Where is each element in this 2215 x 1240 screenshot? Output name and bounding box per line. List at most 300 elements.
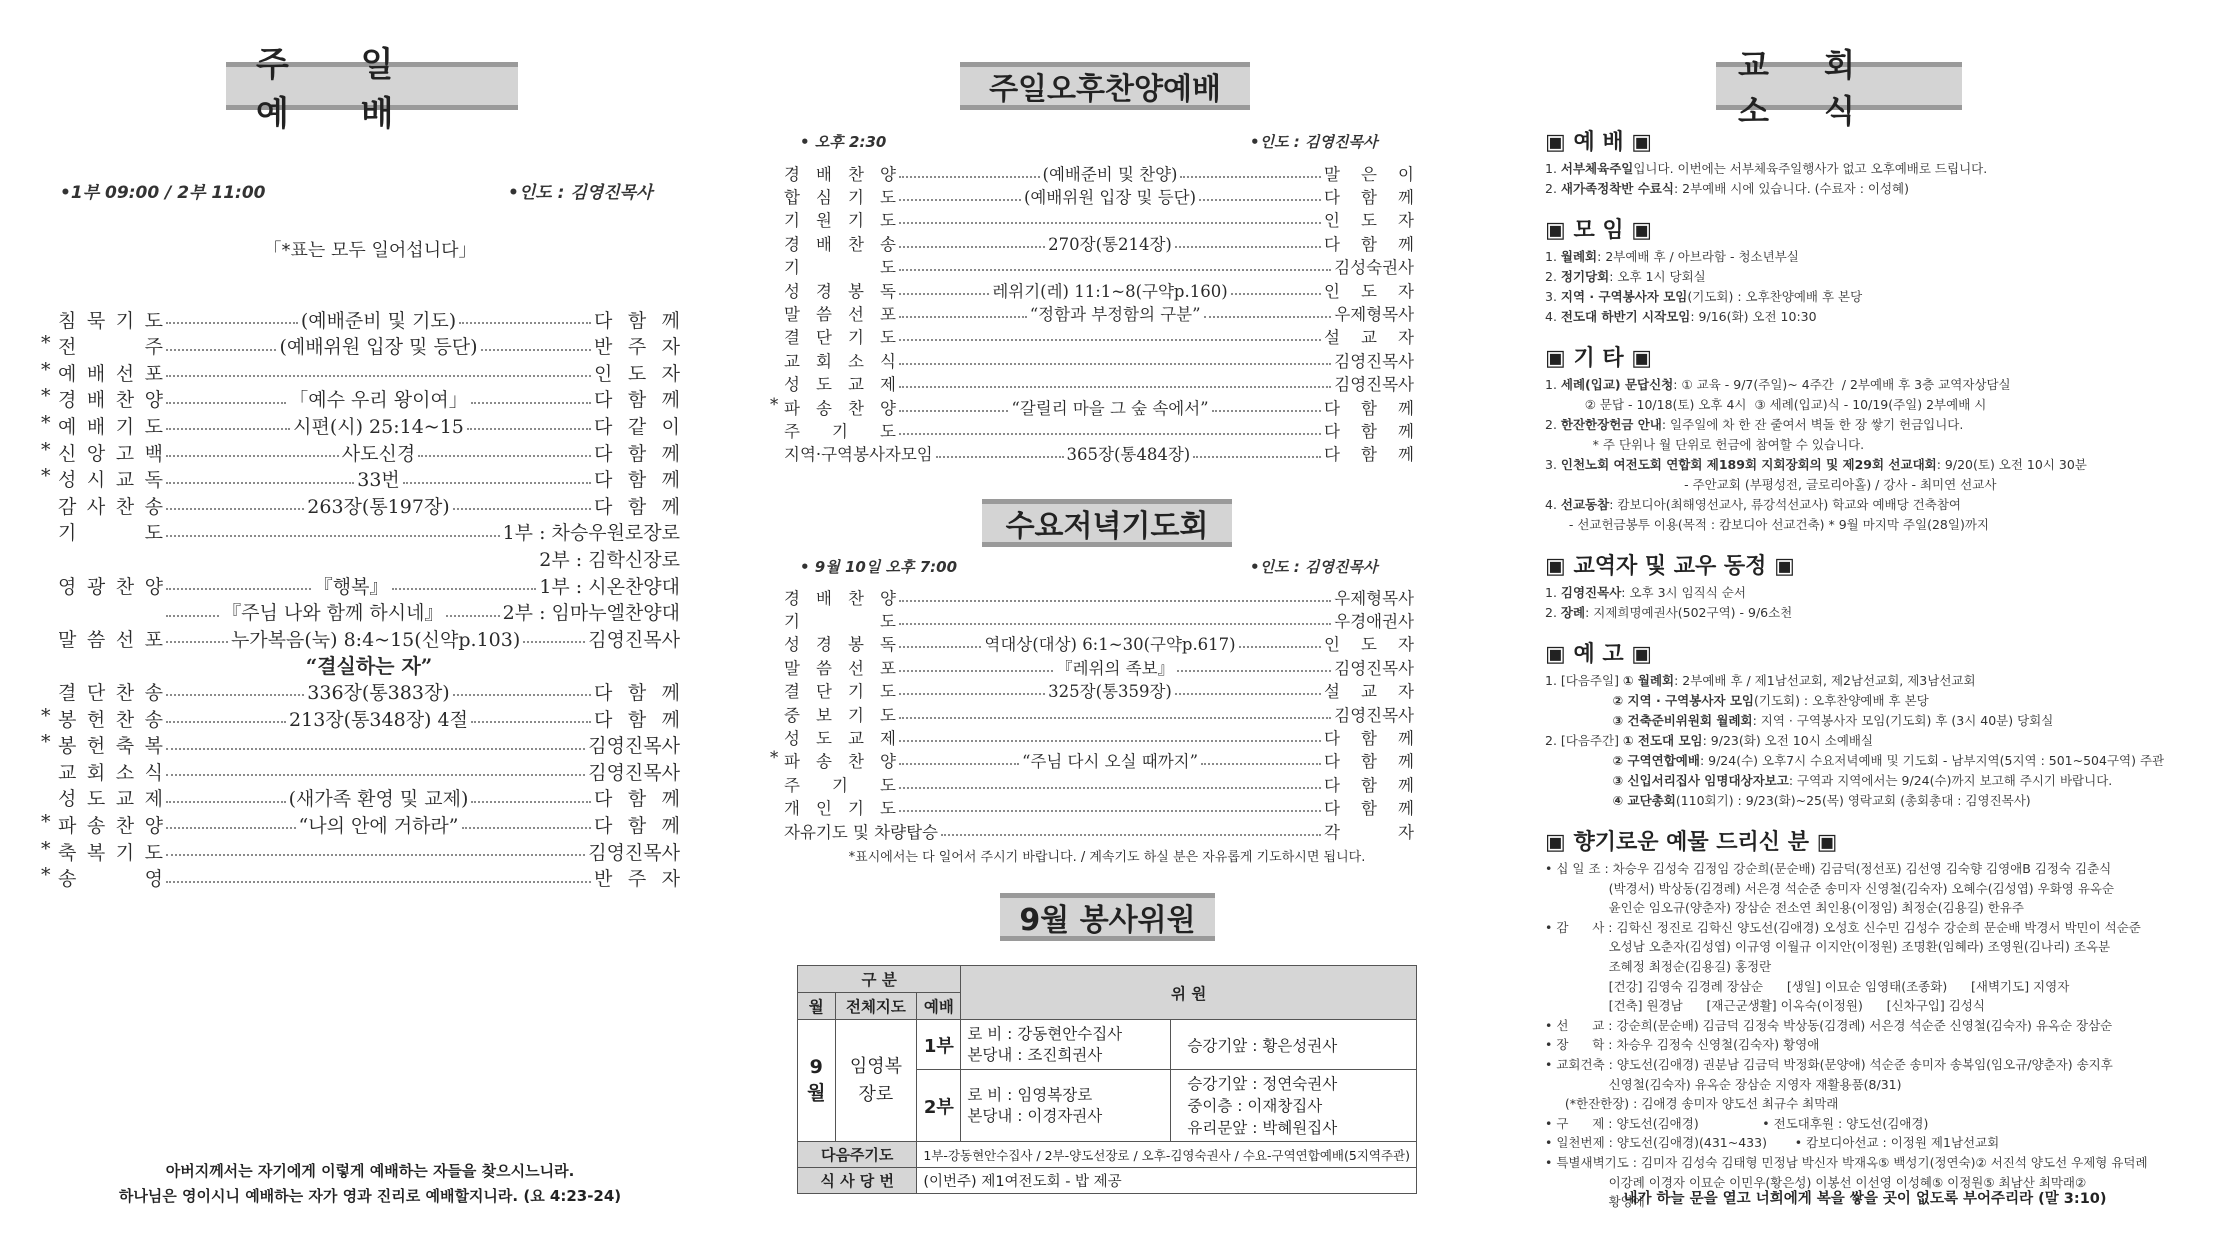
char: 께 xyxy=(661,469,680,492)
char: 찬 xyxy=(848,398,864,418)
leader-dots xyxy=(166,854,585,856)
char: 께 xyxy=(1398,728,1414,748)
char: 께 xyxy=(661,389,680,412)
char: 께 xyxy=(661,814,680,837)
next-week-prayer: 1부-강동현안수집사 / 2부-양도선장로 / 오후-김영숙권사 / 수요-구역연합예배(5지역주관) xyxy=(917,1142,1417,1168)
char: 다 xyxy=(594,495,613,518)
line-key: 장례 xyxy=(1560,605,1586,620)
char: 자 xyxy=(1398,635,1414,655)
char: 보 xyxy=(816,705,832,725)
line-text: ② 문답 - 10/18(토) 오후 4시 ③ 세례(입교)식 - 10/19(주일) 2부예배 시 xyxy=(1545,397,1987,412)
row-label xyxy=(784,418,896,442)
char: 다 xyxy=(1324,752,1340,772)
news-line xyxy=(1545,159,2185,177)
glass-door-2: 유리문앞 : 박혜원집사 xyxy=(1187,1118,1338,1137)
char: 단 xyxy=(816,682,832,702)
char: 주 xyxy=(144,336,163,359)
meal-duty-label: 식 사 당 번 xyxy=(798,1168,917,1194)
order-row xyxy=(784,679,1414,702)
leader-dots xyxy=(392,588,537,590)
order-row xyxy=(784,702,1414,725)
row-person: 김영진목사 xyxy=(588,841,680,864)
char: 께 xyxy=(1398,752,1414,772)
row-label-text xyxy=(784,585,896,609)
news-line: (*한잔한장) : 김애경 송미자 양도선 최규수 최막래 xyxy=(1545,1096,1839,1112)
row-label xyxy=(784,655,896,679)
char: 인 xyxy=(1324,635,1340,655)
stand-mark: * xyxy=(41,465,51,488)
row-content: (예배위원 입장 및 등단) xyxy=(1023,187,1197,207)
row-label xyxy=(784,725,896,749)
row-person: 김영진목사 xyxy=(588,761,680,784)
row-label xyxy=(784,278,896,302)
header-lead: 전체지도 xyxy=(835,993,917,1020)
order-row xyxy=(784,278,1414,301)
line-text: 입니다. 이번에는 서부체육주일행사가 없고 오후예배로 드립니다. xyxy=(1633,161,1988,176)
char: 영 xyxy=(144,868,163,891)
news-line: 조혜정 최정순(김용길) 홍정란 xyxy=(1545,959,1772,974)
char: 말 xyxy=(784,304,800,324)
char: 주 xyxy=(784,775,800,795)
lobby-1: 로 비 : 강동현안수집사 xyxy=(967,1024,1123,1043)
leader-dots xyxy=(1199,199,1321,201)
leader-dots xyxy=(453,508,591,510)
news-line xyxy=(1545,435,2185,453)
header-members: 위 원 xyxy=(961,966,1417,1020)
char: 도 xyxy=(880,187,896,207)
row-content: 레위기(레) 11:1~8(구약p.160) xyxy=(992,281,1228,301)
char: 도 xyxy=(816,728,832,748)
char: 함 xyxy=(1361,445,1377,465)
row-label-text xyxy=(784,395,896,419)
row-label xyxy=(784,184,896,208)
char: 포 xyxy=(880,658,896,678)
char: 다 xyxy=(1324,799,1340,819)
row-person xyxy=(594,864,680,891)
wednesday-prayer-title: 수요저녁기도회 xyxy=(982,499,1232,547)
char: 께 xyxy=(1398,234,1414,254)
row-person: 김영진목사 xyxy=(588,628,680,651)
wednesday-note: *표시에서는 다 일어서 주시기 바랍니다. / 계속기도 하실 분은 자유롭게 기도하시면 됩니다. xyxy=(848,850,1366,865)
stand-mark: * xyxy=(41,731,51,754)
char: 기 xyxy=(115,415,135,438)
news-line xyxy=(1545,415,2185,433)
char: 께 xyxy=(661,708,680,731)
church-news-title: 교 회 소 식 xyxy=(1716,62,1962,110)
char: 포 xyxy=(880,304,896,324)
char: 함 xyxy=(627,681,647,704)
char: 도 xyxy=(816,375,832,395)
char: 합 xyxy=(784,187,800,207)
char: 광 xyxy=(86,575,106,598)
char: 봉 xyxy=(848,281,864,301)
char: 성 xyxy=(58,788,77,811)
char: 씀 xyxy=(86,628,106,651)
char: 선 xyxy=(848,658,864,678)
char: 다 xyxy=(1324,728,1340,748)
leader-dots xyxy=(446,615,499,617)
line-text: : 9/20(토) 오전 10시 30분 xyxy=(1936,457,2087,472)
row-person: 김성숙권사 xyxy=(1334,258,1414,278)
row-label xyxy=(784,231,896,255)
char: 기 xyxy=(115,841,135,864)
order-row xyxy=(784,796,1414,819)
char: 다 xyxy=(594,814,613,837)
news-line xyxy=(1545,307,2185,325)
row-content: 『주님 나와 함께 하시네』 xyxy=(222,602,444,625)
line-num: 1. xyxy=(1545,161,1561,176)
char: 다 xyxy=(594,442,613,465)
row-label xyxy=(784,819,938,843)
char: 말 xyxy=(784,658,800,678)
leader-dots xyxy=(899,176,1040,178)
char: 함 xyxy=(627,495,647,518)
char: 신 xyxy=(58,442,77,465)
char: 도 xyxy=(880,611,896,631)
line-num xyxy=(1545,793,1613,808)
stand-mark: * xyxy=(41,332,51,355)
char: 다 xyxy=(594,788,613,811)
row-person xyxy=(1324,748,1414,772)
line-num: 1. xyxy=(1545,377,1561,392)
leader-dots xyxy=(1193,456,1321,458)
char: 헌 xyxy=(86,735,106,758)
row-label xyxy=(784,348,896,372)
char: 함 xyxy=(627,309,647,332)
char: 함 xyxy=(627,708,647,731)
char: 설 xyxy=(1324,682,1340,702)
char: 양 xyxy=(880,398,896,418)
row-content: 325장(통359장) xyxy=(1048,682,1172,702)
char: 시 xyxy=(86,469,106,492)
order-row xyxy=(784,772,1414,795)
leader-dots xyxy=(1231,293,1321,295)
char: 기 xyxy=(848,187,864,207)
char: 주 xyxy=(627,336,647,359)
row-label-text xyxy=(784,348,896,372)
char: 기 xyxy=(848,682,864,702)
line-num: 1. [다음주일] xyxy=(1545,673,1623,688)
leader-dots xyxy=(166,881,591,883)
news-line xyxy=(1545,771,2185,789)
row-person: 김영진목사 xyxy=(1334,351,1414,371)
leader-dots xyxy=(899,670,1053,672)
line-text: : 9/24(수) 오후7시 수요저녁예배 및 기도회 - 남부지역(5지역 : 501~504구역) 주관 xyxy=(1699,753,2165,768)
char: 송 xyxy=(816,752,832,772)
char: 함 xyxy=(627,788,647,811)
row-content: “주님 다시 오실 때까지” xyxy=(1021,752,1199,772)
char: 께 xyxy=(1398,775,1414,795)
line-num: 2. xyxy=(1545,269,1561,284)
line-text: - 선교헌금봉투 이용(목적 : 캄보디아 선교건축) * 9월 마지막 주일(28일)까지 xyxy=(1545,517,1989,532)
char: 도 xyxy=(86,788,106,811)
news-line xyxy=(1545,287,2185,305)
section-heading: ▣ 예 배 ▣ xyxy=(1545,130,1653,155)
leader-dots xyxy=(899,600,1331,602)
leader-dots xyxy=(166,774,585,776)
leader-dots xyxy=(166,588,311,590)
line-text: (기도회) : 오후찬양예배 후 본당 xyxy=(1687,289,1863,304)
leader-dots xyxy=(166,375,591,377)
char: 자 xyxy=(661,362,680,385)
leader-dots xyxy=(459,322,591,324)
char: 찬 xyxy=(848,752,864,772)
leader-dots xyxy=(899,763,1019,765)
stand-mark: * xyxy=(770,748,779,768)
row-label xyxy=(770,394,896,419)
order-row xyxy=(784,301,1414,324)
char: 자 xyxy=(1398,281,1414,301)
row-label xyxy=(784,301,896,325)
row-label-text xyxy=(784,702,896,726)
leader-dots xyxy=(481,349,591,351)
char: 도 xyxy=(144,841,163,864)
row-label xyxy=(784,678,896,702)
char: 기 xyxy=(848,328,864,348)
char: 자 xyxy=(661,336,680,359)
row-label-text xyxy=(784,631,896,655)
row-label-text xyxy=(784,231,896,255)
line-key: 새가족정착반 수료식 xyxy=(1560,181,1674,196)
char: 예 xyxy=(58,415,77,438)
char: 도 xyxy=(880,421,896,441)
line-key: 정기당회 xyxy=(1560,269,1610,284)
row-content: “정함과 부정함의 구분” xyxy=(1029,304,1201,324)
order-row xyxy=(784,585,1414,608)
row-person xyxy=(1324,631,1414,655)
char: 예 xyxy=(58,362,77,385)
char: 전 xyxy=(58,336,77,359)
char: 제 xyxy=(144,788,163,811)
stand-mark: * xyxy=(770,394,779,414)
char: 교 xyxy=(848,375,864,395)
news-line xyxy=(1545,455,2185,473)
line-key: ① 전도대 모임 xyxy=(1622,733,1703,748)
char: 다 xyxy=(1324,398,1340,418)
char: 도 xyxy=(880,211,896,231)
line-text: : 2부예배 시에 있습니다. (수료자 : 이성혜) xyxy=(1673,181,1910,196)
news-line: • 장 학 : 차승우 김정숙 신영철(김숙자) 황영애 xyxy=(1545,1037,1820,1053)
char: 찬 xyxy=(115,708,135,731)
news-line: [건강] 김영숙 김경례 장삼순 [생일] 이묘순 임영태(조종화) [새벽기도] 지영자 xyxy=(1545,978,2070,994)
char: 함 xyxy=(1361,187,1377,207)
char: 찬 xyxy=(848,588,864,608)
char: 경 xyxy=(58,389,77,412)
leader-dots xyxy=(899,787,1321,789)
leader-dots xyxy=(1239,646,1321,648)
line-key: 지역 · 구역봉사자 모임 xyxy=(1560,289,1688,304)
row-label-text xyxy=(784,748,896,772)
leader-dots xyxy=(899,199,1021,201)
news-line xyxy=(1545,495,2185,513)
line-key: 김영진목사 xyxy=(1560,585,1622,600)
line-key: ③ 건축준비위원회 월례회 xyxy=(1612,713,1753,728)
char: 기 xyxy=(832,421,848,441)
row-label xyxy=(784,254,896,278)
line-key: 세례(입교) 문답신청 xyxy=(1560,377,1674,392)
news-line: • 감 사 : 김학신 정진로 김학신 양도선(김애경) 오성호 신수민 김성수 강순희 문순배 박경서 박민이 석순준 xyxy=(1545,919,2141,935)
char: 봉 xyxy=(848,635,864,655)
row-content: (예배준비 및 찬양) xyxy=(1042,164,1178,184)
line-text: (110회기) : 9/23(화)~25(목) 영락교회 (총회총대 : 김영진목사) xyxy=(1675,793,2031,808)
row-person: 김영진목사 xyxy=(588,735,680,758)
line-num: 2. [다음주간] xyxy=(1545,733,1623,748)
row-person: 김영진목사 xyxy=(1334,375,1414,395)
order-row xyxy=(784,231,1414,254)
line-text: : 2부예배 후 / 제1남선교회, 제2남선교회, 제3남선교회 xyxy=(1674,673,1976,688)
line-num: 1. xyxy=(1545,585,1561,600)
row-label-text: 자유기도 및 차량탑승 xyxy=(784,822,938,842)
service-2-others xyxy=(1171,1070,1417,1142)
line-text: : 일주일에 차 한 잔 줄여서 벽돌 한 장 쌓기 헌금입니다. xyxy=(1661,417,1964,432)
row-label xyxy=(784,631,896,655)
order-row xyxy=(784,632,1414,655)
char: 말 xyxy=(58,628,77,651)
row-label-text xyxy=(784,278,896,302)
char: 기 xyxy=(784,211,800,231)
char: 독 xyxy=(880,281,896,301)
char: 영 xyxy=(58,575,77,598)
leader-dots xyxy=(166,748,585,750)
leader-dots xyxy=(899,810,1321,812)
char: 식 xyxy=(880,351,896,371)
char: 송 xyxy=(816,398,832,418)
char: 심 xyxy=(816,187,832,207)
order-row xyxy=(784,608,1414,631)
leader-dots xyxy=(166,694,304,696)
mezzanine-2: 중이층 : 이재창집사 xyxy=(1187,1096,1323,1115)
news-line xyxy=(1545,711,2185,729)
char: 씀 xyxy=(816,658,832,678)
leader-dots xyxy=(936,456,1064,458)
row-content: 270장(통214장) xyxy=(1048,234,1172,254)
row-person xyxy=(1324,795,1414,819)
row-content: “갈릴리 마을 그 숲 속에서” xyxy=(1011,398,1209,418)
row-content: (예배위원 입장 및 등단) xyxy=(279,336,478,359)
leader-dots xyxy=(1175,246,1321,248)
news-line: • 일천번제 : 양도선(김애경)(431~433) • 캄보디아선교 : 이정원 제1남선교회 xyxy=(1545,1135,2000,1151)
stand-mark: * xyxy=(41,837,51,860)
char: 교 xyxy=(1361,328,1377,348)
line-text: : 2부예배 후 / 아브라함 - 청소년부실 xyxy=(1597,249,1799,264)
char: 인 xyxy=(1324,281,1340,301)
char: 침 xyxy=(58,309,77,332)
leader-dots xyxy=(166,455,339,457)
row-content: (예배준비 및 기도) xyxy=(300,309,457,332)
row-content: 365장(통484장) xyxy=(1066,445,1191,465)
char: 함 xyxy=(627,389,647,412)
sunday-worship-title: 주 일 예 배 xyxy=(226,62,518,110)
sanctuary-2: 본당내 : 이경자권사 xyxy=(967,1106,1103,1125)
leader-dots xyxy=(899,386,1331,388)
char: 성 xyxy=(784,375,800,395)
news-line: (박경서) 박상동(김경례) 서은경 석순준 송미자 신영철(김숙자) 오혜수(김성엽) 우화영 유옥순 xyxy=(1545,880,2115,896)
char: 교 xyxy=(1361,682,1377,702)
char: 다 xyxy=(1324,445,1340,465)
char: 자 xyxy=(1398,328,1414,348)
char: 봉 xyxy=(58,708,77,731)
leader-dots xyxy=(166,641,228,643)
line-key: 선교동참 xyxy=(1560,497,1610,512)
news-line: • 교회건축 : 양도선(김애경) 권분남 김금덕 박정화(문양애) 석순준 송미자 송복임(임오규/양춘자) 송지후 xyxy=(1545,1057,2113,1072)
leader-dots xyxy=(523,641,585,643)
char: 양 xyxy=(144,575,163,598)
char: 은 xyxy=(1361,164,1377,184)
char: 백 xyxy=(144,442,163,465)
wednesday-time: • 9월 10일 오후 7:00 xyxy=(800,558,958,576)
row-label xyxy=(770,748,896,772)
char: 양 xyxy=(144,389,163,412)
row-label-text xyxy=(784,161,896,185)
service-1: 1부 xyxy=(917,1020,961,1070)
lobby-2: 로 비 : 임영복장로 xyxy=(967,1085,1093,1104)
row-person: 김영진목사 xyxy=(1334,658,1414,678)
char: 축 xyxy=(58,841,77,864)
wednesday-leader: •인도 : 김영진목사 xyxy=(1250,558,1378,576)
leader-dots xyxy=(166,428,290,430)
char: 교 xyxy=(115,469,135,492)
char: 결 xyxy=(784,682,800,702)
row-person: 2부 : 김학신장로 xyxy=(539,548,680,571)
char: 함 xyxy=(1361,752,1377,772)
section-heading: ▣ 교역자 및 교우 동정 ▣ xyxy=(1545,554,1795,579)
news-line: 윤인순 임오규(양춘자) 장삼순 전소연 최인용(이정임) 최정순(김용길) 한유주 xyxy=(1545,900,2024,916)
char: 께 xyxy=(1398,799,1414,819)
char: 께 xyxy=(661,495,680,518)
char: 다 xyxy=(594,469,613,492)
char: 배 xyxy=(86,389,106,412)
news-line xyxy=(1545,791,2185,809)
row-person: 우경애권사 xyxy=(1334,611,1414,631)
char: 기 xyxy=(784,258,800,278)
leader-dots xyxy=(166,615,219,617)
order-row xyxy=(784,442,1414,465)
row-label xyxy=(784,795,896,819)
row-label-text xyxy=(784,418,896,442)
row-label xyxy=(784,441,933,465)
row-label-text xyxy=(784,655,896,679)
leader-dots xyxy=(941,834,1321,836)
leader-dots xyxy=(899,623,1331,625)
news-line xyxy=(1545,247,2185,265)
row-content: (새가족 환영 및 교제) xyxy=(288,788,469,811)
char: 독 xyxy=(144,469,163,492)
row-person xyxy=(1324,772,1414,796)
leader-dots xyxy=(899,433,1321,435)
line-text: : ① 교육 - 9/7(주일)~ 4주간 / 2부예배 후 3층 교역자상담실 xyxy=(1673,377,2011,392)
char: 이 xyxy=(1398,164,1414,184)
order-row xyxy=(784,208,1414,231)
line-num: 4. xyxy=(1545,497,1561,512)
row-label xyxy=(784,324,896,348)
afternoon-leader: •인도 : 김영진목사 xyxy=(1250,133,1378,151)
volunteers-table xyxy=(797,965,1417,1194)
char: 다 xyxy=(594,415,613,438)
row-label-text xyxy=(784,254,896,278)
char: 배 xyxy=(816,588,832,608)
row-person xyxy=(1324,725,1414,749)
order-row xyxy=(784,184,1414,207)
leader-dots xyxy=(899,410,1008,412)
leader-dots xyxy=(899,246,1045,248)
stand-mark: * xyxy=(41,704,51,727)
leader-dots xyxy=(166,801,286,803)
news-line xyxy=(1545,751,2185,769)
news-line xyxy=(1545,375,2185,393)
service-2: 2부 xyxy=(917,1070,961,1142)
line-num: 2. xyxy=(1545,181,1561,196)
char: 헌 xyxy=(86,708,106,731)
